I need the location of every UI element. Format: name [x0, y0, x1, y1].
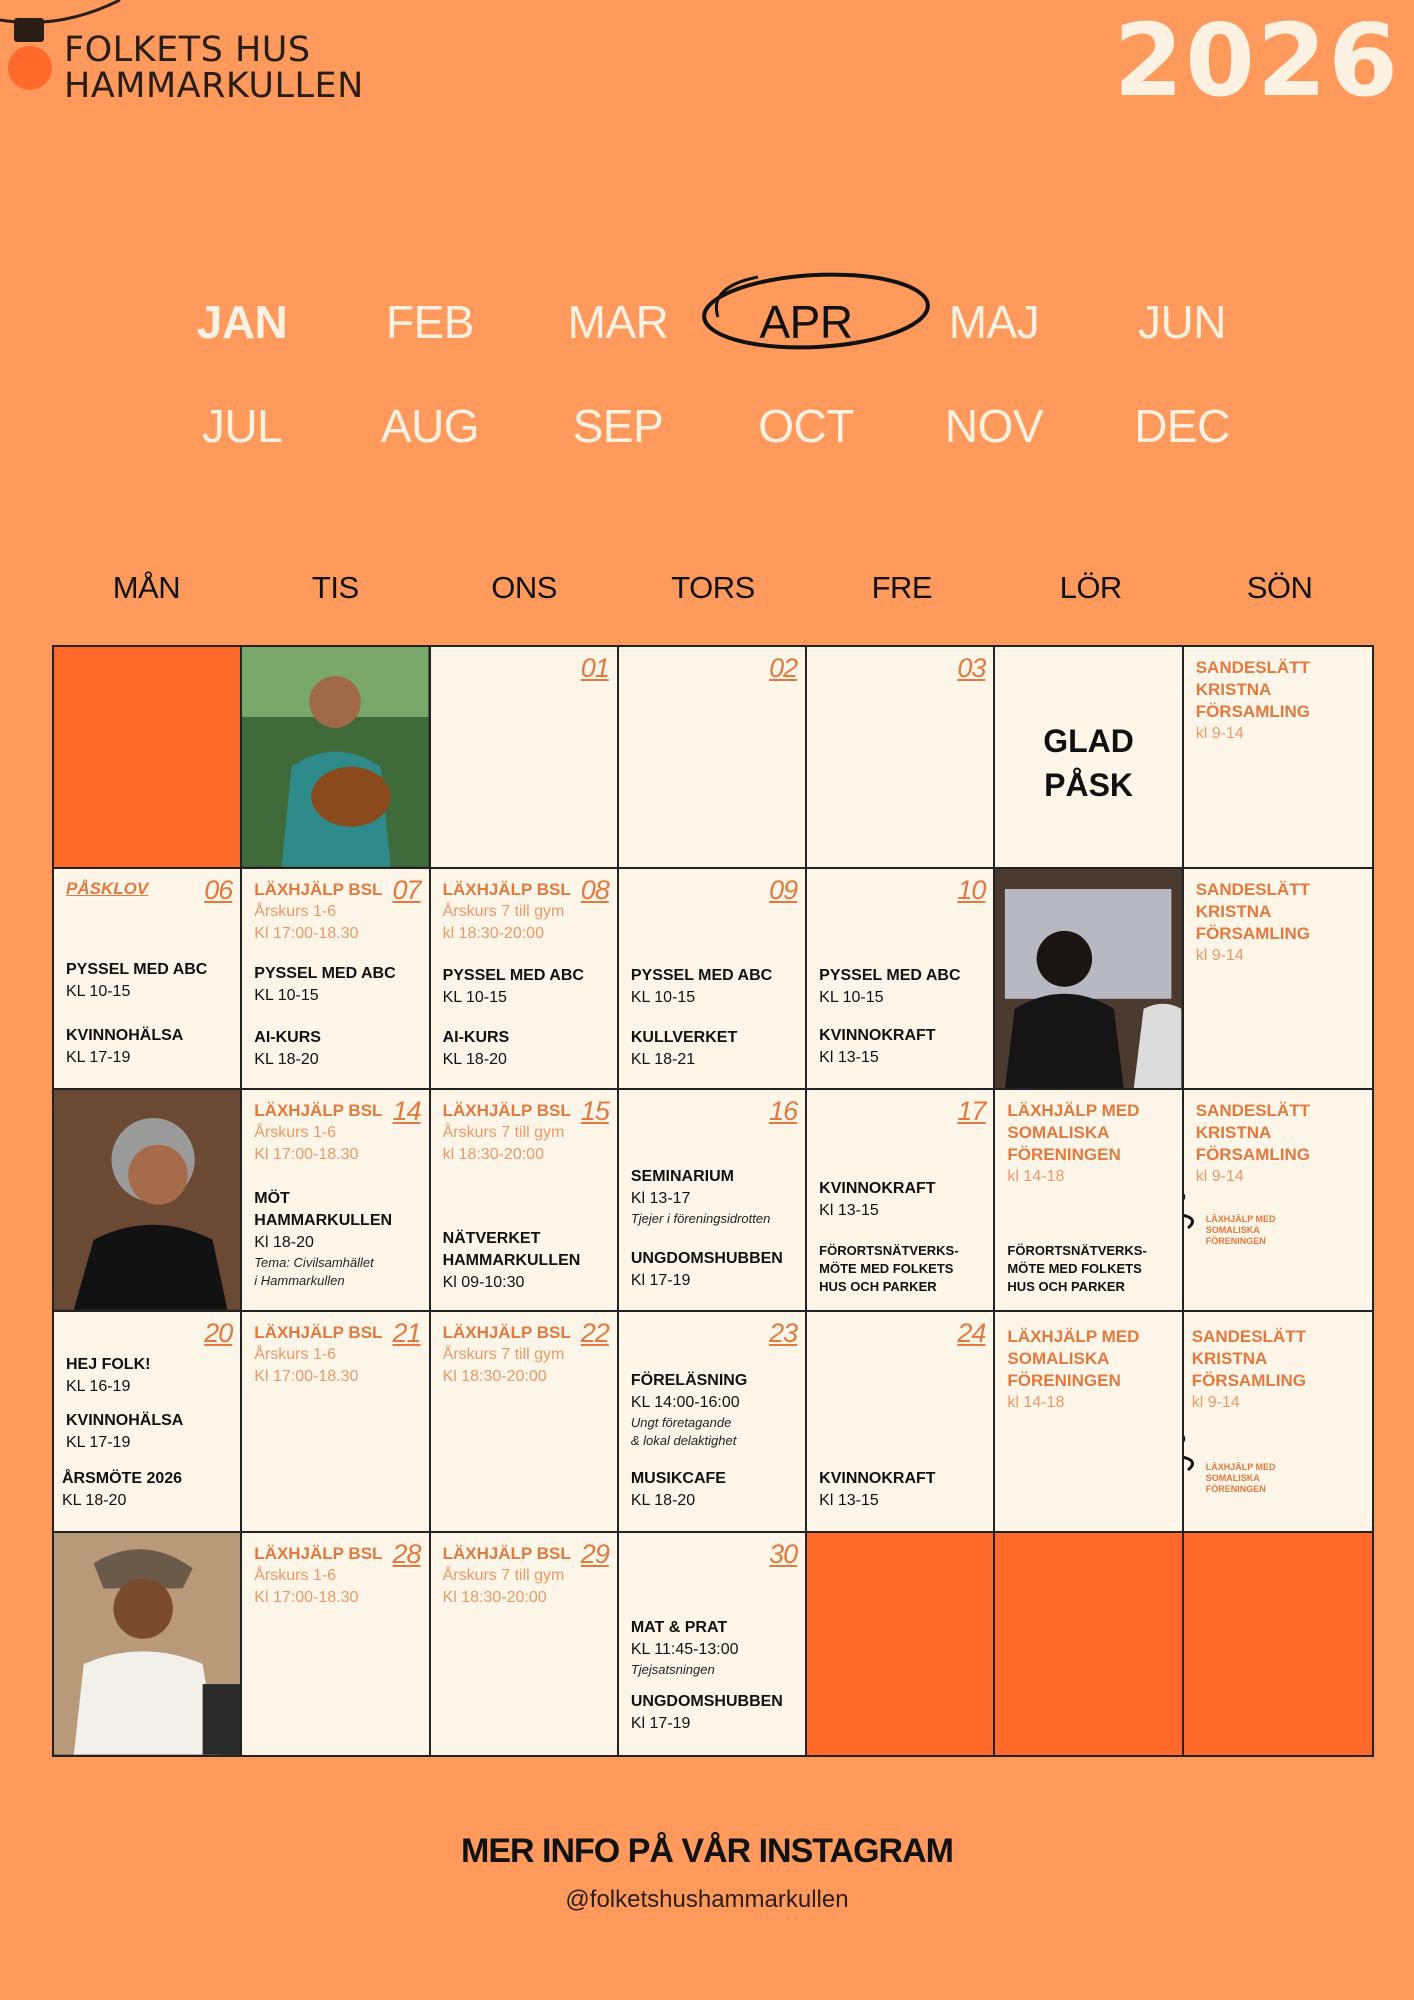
- event-title: FÖRENINGEN: [1007, 1145, 1121, 1165]
- empty-cell: [1184, 1533, 1372, 1755]
- month-sep[interactable]: SEP: [572, 400, 664, 452]
- day-number: 03: [957, 653, 986, 683]
- glad-pask-text: [995, 719, 1181, 807]
- event-detail: i Hammarkullen: [254, 1273, 345, 1289]
- event-title: KVINNOHÄLSA: [66, 1026, 184, 1044]
- day-number: 08: [580, 874, 609, 905]
- event-title: PYSSEL MED ABC: [254, 964, 396, 982]
- weekday-sun: SÖN: [1246, 570, 1313, 605]
- weekday-mon: MÅN: [112, 570, 181, 605]
- event-detail: Årskurs 1-6: [254, 902, 337, 920]
- event-title: FÖRELÄSNING: [630, 1371, 748, 1389]
- event-note: SOMALISKA: [1205, 1225, 1260, 1236]
- event-title: LÄXHJÄLP BSL: [254, 879, 383, 899]
- day-number: 09: [769, 874, 798, 905]
- event-laxhjalp-somaliska: [1007, 1100, 1175, 1188]
- event-time: KL 18-20: [254, 1050, 319, 1068]
- day-cell-30[interactable]: [619, 1533, 807, 1755]
- event-title: HAMMARKULLEN: [442, 1252, 581, 1270]
- event-title: LÄXHJÄLP BSL: [254, 1101, 383, 1121]
- event-arsmote: [62, 1468, 234, 1512]
- event-title: FÖRSAMLING: [1195, 923, 1310, 943]
- event-pyssel: [819, 965, 987, 1009]
- event-title: PYSSEL MED ABC: [66, 960, 208, 978]
- event-title: KRISTNA: [1191, 1348, 1268, 1368]
- event-time: kl 9-14: [1195, 946, 1244, 964]
- event-title: FÖRSAMLING: [1195, 1145, 1310, 1165]
- weekday-tue: TIS: [311, 570, 359, 605]
- day-cell-15[interactable]: [431, 1090, 619, 1312]
- day-number: 16: [769, 1096, 798, 1127]
- month-nov[interactable]: NOV: [944, 400, 1044, 452]
- event-detail: Årskurs 1-6: [254, 1124, 337, 1142]
- event-detail: & lokal delaktighet: [630, 1432, 737, 1448]
- event-forelasning: [631, 1370, 799, 1450]
- event-hej-folk: [66, 1354, 234, 1398]
- event-natverket: [443, 1228, 611, 1294]
- day-number: 22: [580, 1317, 609, 1348]
- day-cell-28[interactable]: [242, 1533, 430, 1755]
- pask-text: PÅSK: [1044, 767, 1134, 803]
- instagram-handle-link[interactable]: @folketshushammarkullen: [565, 1886, 849, 1913]
- paskl-text: PÅSKLOV: [66, 878, 149, 898]
- day-cell-08[interactable]: [431, 869, 619, 1091]
- event-note: FÖRENINGEN: [1205, 1483, 1266, 1494]
- event-time: Kl 18:30-20:00: [442, 1367, 547, 1385]
- event-title: LÄXHJÄLP BSL: [442, 1101, 571, 1121]
- event-title: AI-KURS: [442, 1028, 510, 1046]
- event-detail: Årskurs 1-6: [254, 1567, 337, 1585]
- event-detail: Tema: Civilsamhället: [254, 1255, 374, 1271]
- event-title: SEMINARIUM: [630, 1168, 734, 1186]
- day-number: 24: [957, 1317, 986, 1348]
- event-title: SANDESLÄTT: [1195, 658, 1310, 677]
- event-title: MUSIKCAFE: [630, 1469, 726, 1487]
- event-time: KL 18-20: [630, 1491, 696, 1509]
- event-time: Kl 17-19: [630, 1715, 691, 1733]
- event-time: kl 9-14: [1191, 1393, 1240, 1411]
- event-title: SANDESLÄTT: [1195, 879, 1310, 899]
- event-pyssel: [66, 959, 234, 1003]
- year-title: 2026: [1113, 2, 1400, 119]
- empty-cell: [807, 1533, 995, 1755]
- squiggle-arrow-icon: [1184, 1186, 1204, 1232]
- day-number: 07: [392, 874, 421, 905]
- brand-line-1: FOLKETS HUS: [64, 30, 311, 70]
- event-time: Kl 17:00-18.30: [254, 1146, 359, 1164]
- event-time: Kl 17:00-18.30: [254, 924, 359, 942]
- event-title: PYSSEL MED ABC: [442, 966, 584, 984]
- event-seminarium: [631, 1166, 799, 1228]
- event-title: FÖRORTSNÄTVERKS-: [1007, 1243, 1147, 1259]
- photo-elder-woman: [54, 1090, 242, 1312]
- day-cell-03[interactable]: [807, 647, 995, 869]
- event-title: LÄXHJÄLP BSL: [254, 1544, 383, 1564]
- month-jun[interactable]: JUN: [1138, 296, 1226, 348]
- day-cell-glad-pask[interactable]: [995, 647, 1183, 869]
- calendar-grid: [52, 645, 1374, 1757]
- day-cell-14[interactable]: [242, 1090, 430, 1312]
- event-laxhjalp: [254, 879, 422, 945]
- event-sandeslatt: [1196, 879, 1366, 967]
- event-time: KL 18-20: [62, 1491, 127, 1509]
- event-time: KL 17-19: [66, 1433, 131, 1451]
- event-laxhjalp: [443, 1100, 611, 1166]
- day-number: 06: [204, 874, 233, 905]
- day-number: 14: [392, 1096, 421, 1127]
- photo-image: [54, 1533, 240, 1755]
- event-title: UNGDOMSHUBBEN: [630, 1693, 783, 1711]
- month-selector: [148, 270, 1248, 478]
- event-detail: Ungt företagande: [630, 1414, 732, 1430]
- event-title: LÄXHJÄLP BSL: [442, 1544, 571, 1564]
- event-kullverket: [631, 1027, 799, 1071]
- day-number: 15: [580, 1096, 609, 1127]
- month-feb[interactable]: FEB: [386, 296, 474, 348]
- event-title: MAT & PRAT: [630, 1619, 728, 1637]
- empty-cell: [54, 647, 242, 869]
- event-title: HUS OCH PARKER: [819, 1279, 937, 1295]
- event-ungdomshubben: [631, 1248, 799, 1292]
- event-title: LÄXHJÄLP MED: [1007, 1101, 1140, 1121]
- paskl-label: [66, 879, 234, 899]
- event-title: PYSSEL MED ABC: [819, 966, 961, 984]
- event-time: KL 10-15: [254, 986, 319, 1004]
- event-title: FÖRSAMLING: [1191, 1370, 1306, 1390]
- event-time: Kl 17:00-18.30: [254, 1589, 359, 1607]
- event-title: HEJ FOLK!: [66, 1355, 151, 1373]
- event-title: UNGDOMSHUBBEN: [630, 1250, 783, 1268]
- event-title: HAMMARKULLEN: [254, 1212, 393, 1230]
- event-time: KL 10-15: [442, 988, 507, 1006]
- event-title: KRISTNA: [1195, 901, 1272, 921]
- event-laxhjalp: [254, 1322, 422, 1388]
- weekday-header: [52, 570, 1374, 606]
- event-time: kl 14-18: [1007, 1168, 1065, 1186]
- day-cell-02[interactable]: [619, 647, 807, 869]
- day-cell-20[interactable]: [54, 1312, 242, 1534]
- event-time: KL 18-20: [442, 1050, 507, 1068]
- day-cell-23[interactable]: [619, 1312, 807, 1534]
- month-jul[interactable]: JUL: [201, 400, 283, 452]
- event-detail: Årskurs 1-6: [254, 1345, 337, 1363]
- day-cell-07[interactable]: [242, 869, 430, 1091]
- event-kvinnokraft: [819, 1178, 987, 1222]
- event-kvinnohalsa: [66, 1025, 234, 1069]
- event-sandeslatt: [1196, 657, 1366, 745]
- day-cell-09[interactable]: [619, 869, 807, 1091]
- event-pyssel: [631, 965, 799, 1009]
- event-kvinnokraft: [819, 1468, 987, 1512]
- event-title: KRISTNA: [1195, 680, 1272, 699]
- event-title: FÖRORTSNÄTVERKS-: [819, 1243, 959, 1259]
- event-ungdomshubben: [631, 1691, 799, 1735]
- day-cell-06[interactable]: [54, 869, 242, 1091]
- event-kvinnokraft: [819, 1025, 987, 1069]
- month-apr-label: APR: [759, 296, 853, 348]
- event-musikcafe: [631, 1468, 799, 1512]
- day-number: 23: [769, 1317, 798, 1348]
- event-title: HUS OCH PARKER: [1007, 1279, 1125, 1295]
- glad-text: GLAD: [1043, 723, 1134, 759]
- event-laxhjalp-tiny: [1206, 1462, 1366, 1495]
- event-detail: Årskurs 7 till gym: [442, 1345, 565, 1363]
- day-cell-sat-wk4[interactable]: [995, 1312, 1183, 1534]
- day-number: 20: [204, 1317, 233, 1348]
- month-mar[interactable]: MAR: [567, 296, 669, 348]
- event-aikurs: [254, 1027, 422, 1071]
- event-title: FÖRENINGEN: [1007, 1370, 1121, 1390]
- event-time: Kl 13-15: [819, 1202, 879, 1220]
- event-time: Kl 18-20: [254, 1234, 314, 1252]
- event-sandeslatt: [1196, 1100, 1366, 1188]
- day-cell-22[interactable]: [431, 1312, 619, 1534]
- event-title: KVINNOHÄLSA: [66, 1411, 184, 1429]
- month-apr[interactable]: [712, 295, 900, 349]
- event-time: kl 18:30-20:00: [442, 924, 544, 942]
- day-cell-16[interactable]: [619, 1090, 807, 1312]
- event-title: KVINNOKRAFT: [819, 1180, 936, 1198]
- event-time: KL 18-21: [630, 1050, 696, 1068]
- day-cell-sat-wk3[interactable]: [995, 1090, 1183, 1312]
- event-title: MÖT: [254, 1190, 290, 1208]
- day-number: 17: [957, 1096, 986, 1127]
- day-number: 02: [769, 653, 798, 683]
- photo-image: [54, 1090, 240, 1310]
- squiggle-arrow-icon: [1184, 1428, 1204, 1474]
- event-time: KL 10-15: [630, 988, 696, 1006]
- event-time: kl 18:30-20:00: [442, 1146, 544, 1164]
- event-time: Kl 13-15: [819, 1491, 879, 1509]
- event-title: LÄXHJÄLP BSL: [254, 1322, 383, 1342]
- event-detail: Årskurs 7 till gym: [442, 902, 565, 920]
- day-cell-sun-wk4[interactable]: [1184, 1312, 1372, 1534]
- event-title: MÖTE MED FOLKETS: [819, 1261, 954, 1277]
- event-title: KRISTNA: [1195, 1123, 1272, 1143]
- event-time: kl 14-18: [1007, 1393, 1065, 1411]
- event-time: KL 10-15: [819, 988, 884, 1006]
- event-laxhjalp: [443, 1543, 611, 1609]
- event-title: KVINNOKRAFT: [819, 1469, 936, 1487]
- event-title: AI-KURS: [254, 1028, 321, 1046]
- event-title: KULLVERKET: [630, 1028, 738, 1046]
- event-title: ÅRSMÖTE 2026: [62, 1469, 183, 1487]
- day-cell-24[interactable]: [807, 1312, 995, 1534]
- event-time: Kl 17-19: [630, 1272, 691, 1290]
- event-detail: Tjejsatsningen: [630, 1662, 715, 1678]
- event-detail: Årskurs 7 till gym: [442, 1567, 565, 1585]
- event-laxhjalp: [443, 1322, 611, 1388]
- event-laxhjalp-somaliska: [1007, 1326, 1175, 1414]
- event-mat-prat: [631, 1617, 799, 1679]
- event-fortsnatverk: [1007, 1242, 1175, 1296]
- day-cell-sun-wk3[interactable]: [1184, 1090, 1372, 1312]
- event-title: LÄXHJÄLP BSL: [442, 879, 571, 899]
- photo-man-cap: [54, 1533, 242, 1755]
- event-title: NÄTVERKET: [442, 1230, 541, 1248]
- month-oct[interactable]: OCT: [758, 400, 854, 452]
- photo-presentation: [995, 869, 1183, 1091]
- event-title: KVINNOKRAFT: [819, 1026, 936, 1044]
- month-aug[interactable]: AUG: [380, 400, 480, 452]
- photo-image: [242, 647, 428, 867]
- event-title: LÄXHJÄLP BSL: [442, 1322, 571, 1342]
- event-note: LÄXHJÄLP MED: [1205, 1214, 1276, 1225]
- event-time: Kl 13-15: [819, 1048, 879, 1066]
- brand-logo: [0, 0, 364, 110]
- photo-image: [995, 869, 1181, 1089]
- weekday-fri: FRE: [871, 570, 933, 605]
- day-number: 30: [769, 1539, 798, 1570]
- day-cell-10[interactable]: [807, 869, 995, 1091]
- day-number: 01: [580, 653, 609, 683]
- weekday-sat: LÖR: [1059, 570, 1122, 605]
- event-aikurs: [443, 1027, 611, 1071]
- event-laxhjalp: [254, 1100, 422, 1166]
- event-note: SOMALISKA: [1205, 1472, 1260, 1483]
- event-time: Kl 13-17: [630, 1190, 691, 1208]
- event-time: Kl 17:00-18.30: [254, 1367, 359, 1385]
- event-note: FÖRENINGEN: [1205, 1236, 1266, 1247]
- day-cell-17[interactable]: [807, 1090, 995, 1312]
- event-title: MÖTE MED FOLKETS: [1007, 1261, 1142, 1277]
- day-cell-sun-wk1[interactable]: [1184, 647, 1372, 869]
- event-title: SOMALISKA: [1007, 1123, 1110, 1143]
- event-title: SANDESLÄTT: [1195, 1101, 1310, 1121]
- event-laxhjalp-tiny: [1206, 1214, 1366, 1247]
- month-jan[interactable]: JAN: [196, 296, 288, 348]
- event-detail: Årskurs 7 till gym: [442, 1124, 565, 1142]
- event-time: KL 14:00-16:00: [630, 1393, 740, 1411]
- event-title: LÄXHJÄLP MED: [1007, 1326, 1140, 1346]
- event-mot-hammarkullen: [254, 1188, 422, 1290]
- event-note: LÄXHJÄLP MED: [1205, 1461, 1276, 1472]
- day-cell-01[interactable]: [431, 647, 619, 869]
- month-dec[interactable]: DEC: [1134, 400, 1230, 452]
- empty-cell: [995, 1533, 1183, 1755]
- brand-line-2: HAMMARKULLEN: [64, 66, 364, 106]
- event-time: kl 9-14: [1195, 725, 1244, 742]
- day-number: 28: [392, 1539, 421, 1570]
- day-cell-sun-wk2[interactable]: [1184, 869, 1372, 1091]
- event-time: KL 10-15: [66, 982, 131, 1000]
- weekday-thu: TORS: [671, 570, 755, 605]
- event-pyssel: [254, 963, 422, 1007]
- footer-title: MER INFO PÅ VÅR INSTAGRAM: [461, 1832, 953, 1870]
- event-title: SOMALISKA: [1007, 1348, 1110, 1368]
- event-sandeslatt: [1192, 1326, 1366, 1414]
- event-time: KL 11:45-13:00: [630, 1641, 739, 1659]
- event-pyssel: [443, 965, 611, 1009]
- event-title: PYSSEL MED ABC: [630, 966, 773, 984]
- event-laxhjalp: [254, 1543, 422, 1609]
- event-time: Kl 18:30-20:00: [442, 1589, 547, 1607]
- event-time: KL 17-19: [66, 1048, 131, 1066]
- photo-woman-rooster: [242, 647, 430, 869]
- event-kvinnohalsa: [66, 1410, 234, 1454]
- event-detail: Tjejer i föreningsidrotten: [630, 1211, 771, 1227]
- month-maj[interactable]: MAJ: [948, 296, 1040, 348]
- event-laxhjalp: [443, 879, 611, 945]
- event-title: SANDESLÄTT: [1191, 1326, 1306, 1346]
- event-fortsnatverk: [819, 1242, 987, 1296]
- day-cell-21[interactable]: [242, 1312, 430, 1534]
- event-time: kl 9-14: [1195, 1168, 1244, 1186]
- weekday-wed: ONS: [491, 570, 557, 605]
- day-number: 21: [392, 1317, 421, 1348]
- event-title: FÖRSAMLING: [1195, 702, 1310, 721]
- day-cell-29[interactable]: [431, 1533, 619, 1755]
- day-number: 10: [957, 874, 986, 905]
- day-number: 29: [580, 1539, 609, 1570]
- event-time: Kl 09-10:30: [442, 1274, 525, 1292]
- event-time: KL 16-19: [66, 1377, 131, 1395]
